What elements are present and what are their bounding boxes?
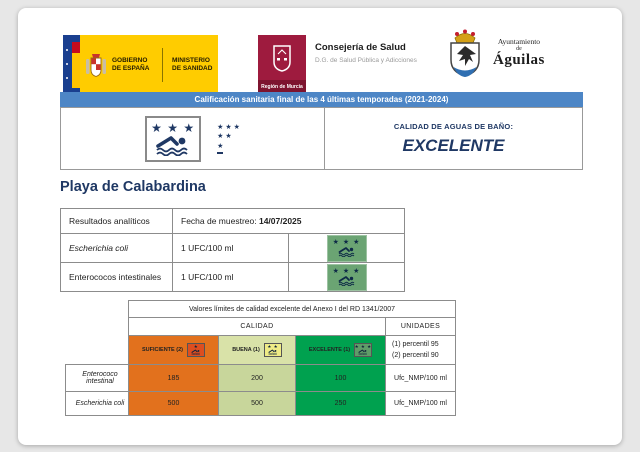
star-legend xyxy=(217,123,240,154)
limits-table xyxy=(65,300,456,416)
report-page xyxy=(18,8,622,445)
parameter-name: Escherichia coli xyxy=(61,234,173,263)
one-star-swimmer-icon: ★ xyxy=(187,343,205,357)
suficiente-header-cell: SUFICIENTE (2) ★ xyxy=(129,336,219,365)
rating-cell xyxy=(289,263,405,292)
table-row xyxy=(61,234,405,263)
excellent-rating-icon: ★ ★ ★ xyxy=(327,264,367,291)
table-row xyxy=(66,392,456,416)
parameter-value: 1 UFC/100 ml xyxy=(173,263,289,292)
results-table xyxy=(60,208,405,292)
excelente-value: 100 xyxy=(296,365,386,392)
results-header-parameter: Resultados analíticos xyxy=(61,209,173,234)
parameter-name: Escherichia coli xyxy=(66,392,129,416)
quality-value: EXCELENTE xyxy=(402,135,505,155)
region-murcia-logo xyxy=(258,35,306,93)
page-title: Playa de Calabardina xyxy=(60,179,206,195)
buena-value: 200 xyxy=(219,365,296,392)
legend-row-3: ★ ★ ★ xyxy=(217,123,240,131)
legend-row-2: ★ ★ xyxy=(217,133,232,141)
classification-box xyxy=(60,107,583,170)
aguilas-crest-icon xyxy=(443,27,487,79)
quality-panel xyxy=(325,108,582,169)
suficiente-value: 500 xyxy=(129,392,219,416)
gov-logo-body xyxy=(80,35,218,95)
suficiente-value: 185 xyxy=(129,365,219,392)
excellent-rating-icon: ★ ★ ★ xyxy=(327,235,367,262)
legend-row-1: ★ xyxy=(217,142,224,150)
spain-flag-band xyxy=(63,35,80,95)
units-value: Ufc_NMP/100 ml xyxy=(386,365,456,392)
three-star-swimmer-icon: ★ ★ ★ xyxy=(354,343,372,357)
classification-banner: Calificación sanitaria final de las 4 últimas temporadas (2021-2024) xyxy=(60,92,583,107)
units-value: Ufc_NMP/100 ml xyxy=(386,392,456,416)
consejeria-subtitle: D.G. de Salud Pública y Adicciones xyxy=(315,57,417,64)
quality-label: CALIDAD DE AGUAS DE BAÑO: xyxy=(393,121,514,131)
eu-stars-icon xyxy=(66,49,68,51)
logo-divider xyxy=(162,48,163,82)
rating-cell xyxy=(289,234,405,263)
gobierno-text: GOBIERNO DE ESPAÑA xyxy=(112,56,150,72)
table-row xyxy=(66,365,456,392)
rating-panel xyxy=(61,108,325,169)
percentile-notes: (1) percentil 95 (2) percentil 90 xyxy=(386,336,456,365)
parameter-name: Enterococos intestinales xyxy=(61,263,173,292)
aguilas-logo xyxy=(443,27,545,79)
two-star-swimmer-icon: ★ ★ xyxy=(264,343,282,357)
unidades-header: UNIDADES xyxy=(386,318,456,336)
sampling-date-cell: Fecha de muestreo: 14/07/2025 xyxy=(173,209,405,234)
results-header-row xyxy=(61,209,405,234)
legend-dash xyxy=(217,152,223,154)
buena-value: 500 xyxy=(219,392,296,416)
consejeria-block xyxy=(315,42,417,64)
consejeria-title: Consejería de Salud xyxy=(315,42,406,53)
parameter-name: Enterococo intestinal xyxy=(66,365,129,392)
spain-coat-of-arms-icon xyxy=(85,50,107,80)
murcia-shield-icon xyxy=(258,35,306,80)
buena-header-cell: BUENA (1) ★ ★ xyxy=(219,336,296,365)
three-star-swimmer-icon: ★ ★ ★ xyxy=(145,116,201,162)
aguilas-text: Ayuntamiento de Águilas xyxy=(493,37,545,68)
spain-flag-icon xyxy=(72,42,80,88)
murcia-label: Región de Murcia xyxy=(258,80,306,93)
parameter-value: 1 UFC/100 ml xyxy=(173,234,289,263)
gobierno-espana-logo xyxy=(63,35,218,95)
calidad-header: CALIDAD xyxy=(129,318,386,336)
excelente-value: 250 xyxy=(296,392,386,416)
excelente-header-cell: EXCELENTE (1) ★ ★ ★ xyxy=(296,336,386,365)
quality-levels-row xyxy=(66,336,456,365)
table-row xyxy=(61,263,405,292)
sampling-date: 14/07/2025 xyxy=(258,216,302,226)
limits-title: Valores límites de calidad excelente del Anexo I del RD 1341/2007 xyxy=(129,301,456,318)
ministerio-text: MINISTERIO DE SANIDAD xyxy=(172,56,213,72)
